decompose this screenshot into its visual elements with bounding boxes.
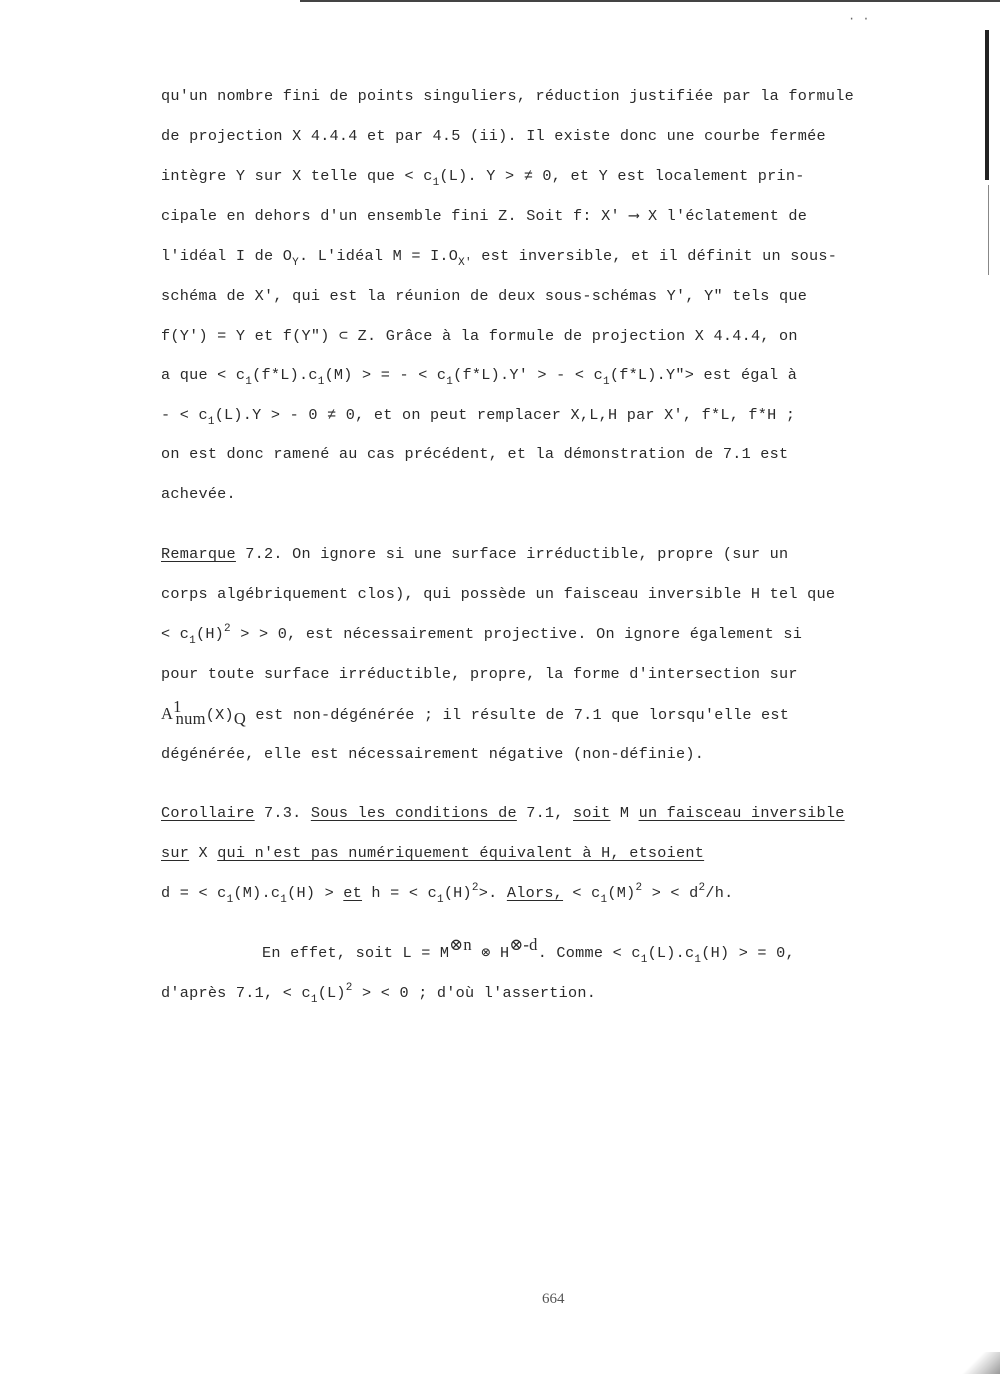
text-line-9: - < $c_1(L).Y$ > - 0 ≠ 0, et on peut remplacer X,L,H par X', f*L, f*H ; — [161, 406, 796, 428]
remark-line-6: dégénérée, elle est nécessairement négative (non-définie). — [161, 745, 705, 763]
remark-heading: Remarque — [161, 545, 236, 563]
text-line-2: de projection X 4.4.4 et par 4.5 (ii). Il existe donc une courbe fermée — [161, 127, 826, 145]
text-line-3: intègre Y sur X telle que < $c_1(L)$. Y > ≠ 0, et Y est localement prin- — [161, 167, 805, 189]
text-line-11: achevée. — [161, 485, 236, 503]
remark-line-1: Remarque 7.2. On ignore si une surface irréductible, propre (sur un — [161, 545, 789, 563]
scan-margin-mark — [988, 185, 989, 275]
text-line-8: a que < $c_1(f*L).c_1(M)$ > = - < $c_1(f*L).Y'$ > - < $c_1(f*L).Y">$ est égal à — [161, 366, 798, 388]
scan-margin-bar — [985, 30, 989, 180]
corollary-heading: Corollaire — [161, 804, 255, 822]
page-number: 664 — [542, 1291, 565, 1307]
corollary-line-1: Corollaire 7.3. Sous les conditions de 7.1, soit M un faisceau inversible — [161, 804, 845, 822]
text-line-7: f(Y') = Y et f(Y") ⊂ Z. Grâce à la formule de projection X 4.4.4, on — [161, 327, 798, 345]
proof-line-1: En effet, soit $L = M^{\otimes n}$ ⊗ $H^{\otimes-d}$. Comme < $c_1(L).c_1(H)$ > = 0, — [262, 935, 795, 966]
remark-line-5: $A^1_{num}(X)_Q$ est non-dégénérée ; il résulte de 7.1 que lorsqu'elle est — [161, 697, 790, 728]
scan-top-edge — [300, 0, 1000, 2]
remark-line-2: corps algébriquement clos), qui possède un faisceau inversible H tel que — [161, 585, 836, 603]
remark-line-3: < $c_1(H)^2$ > > 0, est nécessairement projective. On ignore également si — [161, 623, 803, 647]
text-line-5: l'idéal I de $O_Y$. L'idéal $M = I.O_{X'}$ est inversible, et il définit un sous- — [161, 247, 838, 269]
remark-line-4: pour toute surface irréductible, propre, la forme d'intersection sur — [161, 665, 798, 683]
scan-corner-shadow — [958, 1352, 1000, 1374]
scan-dots: · · — [848, 12, 870, 26]
text-line-6: schéma de X', qui est la réunion de deux sous-schémas Y', Y" tels que — [161, 287, 808, 305]
proof-line-2: d'après 7.1, < $c_1(L)^2$ > < 0 ; d'où l'assertion. — [161, 982, 597, 1006]
text-line-4: cipale en dehors d'un ensemble fini Z. Soit f: X' ⟶ X l'éclatement de — [161, 207, 808, 225]
corollary-line-3: d = < $c_1(M).c_1(H)$ > et h = < $c_1(H)^2>$. Alors, < $c_1(M)^2$ > < $d^2/h$. — [161, 882, 734, 906]
text-line-1: qu'un nombre fini de points singuliers, réduction justifiée par la formule — [161, 87, 854, 105]
corollary-line-2: sur X qui n'est pas numériquement équivalent à H, etsoient — [161, 844, 705, 862]
text-line-10: on est donc ramené au cas précédent, et la démonstration de 7.1 est — [161, 445, 789, 463]
